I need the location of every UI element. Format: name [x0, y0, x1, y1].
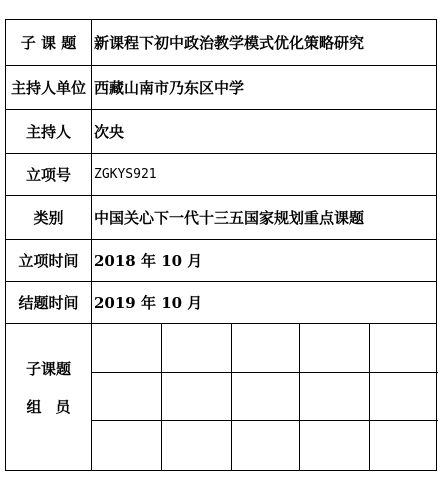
row-category [6, 195, 436, 239]
row-host [6, 109, 436, 153]
member-cell[interactable] [232, 421, 300, 470]
member-cell[interactable] [300, 373, 370, 422]
host-unit-value: 西藏山南市乃东区中学 [94, 79, 245, 97]
member-cell[interactable] [370, 421, 438, 470]
project-number-value: ZGKYS921 [94, 167, 157, 182]
row-approval-date [6, 239, 436, 281]
members-label [6, 324, 92, 470]
row-project-number [6, 153, 436, 195]
member-cell[interactable] [92, 324, 162, 373]
host-unit-label: 主持人单位 [6, 66, 92, 109]
member-cell[interactable] [162, 421, 232, 470]
member-cell[interactable] [300, 324, 370, 373]
row-members [6, 323, 436, 470]
members-label-line2: 组员 [26, 398, 85, 416]
host-value: 次央 [94, 123, 125, 141]
member-cell[interactable] [162, 324, 232, 373]
row-completion-date [6, 281, 436, 323]
host-label: 主持人 [6, 110, 92, 153]
category-value: 中国关心下一代十三五国家规划重点课题 [94, 209, 365, 227]
member-cell[interactable] [370, 324, 438, 373]
members-label-line1: 子课题 [25, 360, 71, 378]
completion-date-value: 2019 年 10 月 [94, 294, 203, 312]
row-host-unit [6, 65, 436, 109]
member-cell[interactable] [232, 324, 300, 373]
approval-date-label: 立项时间 [6, 240, 92, 281]
member-cell[interactable] [232, 373, 300, 422]
subtopic-value: 新课程下初中政治教学模式优化策略研究 [94, 34, 365, 52]
row-subtopic [6, 20, 436, 65]
members-grid [92, 324, 436, 470]
completion-date-label: 结题时间 [6, 282, 92, 323]
category-label: 类别 [6, 196, 92, 239]
member-cell[interactable] [162, 373, 232, 422]
member-cell[interactable] [92, 421, 162, 470]
member-cell[interactable] [92, 373, 162, 422]
approval-date-value: 2018 年 10 月 [94, 252, 203, 270]
project-number-label: 立项号 [6, 154, 92, 195]
project-info-form [5, 19, 437, 471]
member-cell[interactable] [370, 373, 438, 422]
member-cell[interactable] [300, 421, 370, 470]
subtopic-label: 子 课 题 [6, 20, 92, 65]
